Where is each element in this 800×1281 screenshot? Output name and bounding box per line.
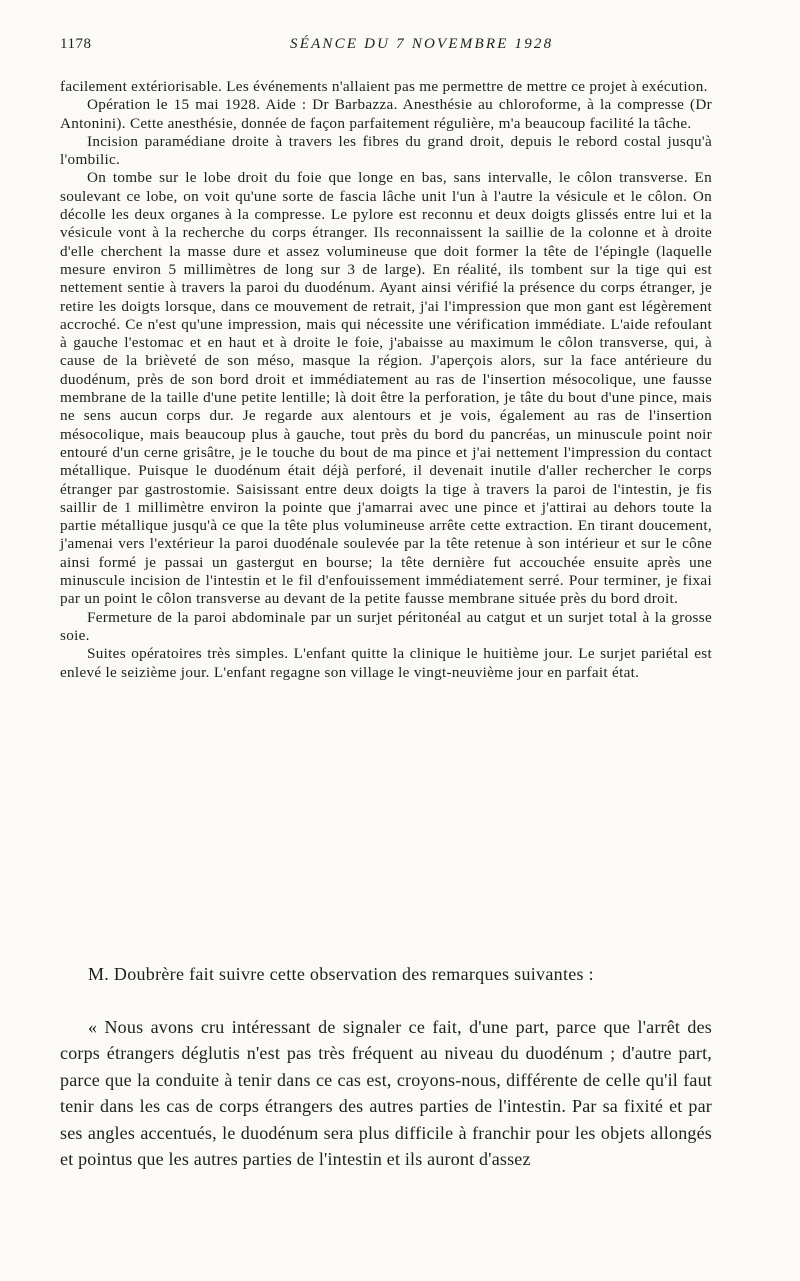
paragraph: facilement extériorisable. Les événements n'allaient pas me permettre de mettre ce projet à exécution. — [60, 78, 708, 95]
remarks-text — [60, 1014, 712, 1172]
paragraph: Fermeture de la paroi abdominale par un surjet péritonéal au catgut et un surjet total à la grosse soie. — [60, 608, 712, 644]
running-head: SÉANCE DU 7 NOVEMBRE 1928 — [290, 36, 554, 52]
paragraph: Suites opératoires très simples. L'enfant quitte la clinique le huitième jour. Le surjet pariétal est enlevé le seizième jour. L'enfant regagne son village le vingt-neuvième jour en parfait état. — [60, 645, 712, 681]
paragraph: Opération le 15 mai 1928. Aide : Dr Barbazza. Anesthésie au chloroforme, à la compresse (Dr Antonini). Cette anesthésie, donnée de façon parfaitement régulière, m'a beaucoup facilité la tâche. — [60, 96, 712, 132]
quote-paragraph: « Nous avons cru intéressant de signaler ce fait, d'une part, parce que l'arrêt des corps étrangers déglutis n'est pas très fréquent au niveau du duodénum ; d'autre part, parce que la conduite à tenir dans ce cas est, croyons-nous, différente de celle qu'il faut tenir dans les cas de corps étrangers des autres parties de l'intestin. Par sa fixité et par ses angles accentués, le duodénum sera plus difficile à franchir pour les objets allongés et pointus que les autres parties de l'intestin et ils auront d'assez — [60, 1017, 712, 1170]
section-lead: M. Doubrère fait suivre cette observation des remarques suivantes : — [88, 964, 594, 984]
page-number: 1178 — [60, 36, 92, 52]
paragraph: Incision paramédiane droite à travers les fibres du grand droit, depuis le rebord costal jusqu'à l'ombilic. — [60, 132, 712, 169]
paragraph: On tombe sur le lobe droit du foie que longe en bas, sans intervalle, le côlon transverse. En soulevant ce lobe, on voit qu'une sorte de fascia lâche unit l'un à l'autre la vésicule et le côlon. On décolle les deux organes à la compresse. Le pylore est reconnu et deux doigts glissés entre lui et la vésicule vont à la recherche du corps étranger. Ils reconnaissent la saillie de la colonne et à droite d'elle cherchent la masse dure et assez volumineuse que doit former la tête de l'épingle (laquelle mesure environ 5 millimètres de long sur 3 de large). En réalité, ils tombent sur la tige qui est nettement sentie à travers la paroi du duodénum. Ayant ainsi vérifié la présence du corps étranger, je retire les doigts lorsque, dans ce mouvement de retrait, j'ai l'impression que mon gant est légèrement accroché. Ce n'est qu'une impression, mais qui nécessite une vérification immédiate. L'aide refoulant à gauche l'estomac et en haut et à droite le foie, j'abaisse au maximum le côlon transverse, qui, à cause de la brièveté de son méso, masque la région. J'aperçois alors, sur la face antérieure du duodénum, près de son bord droit et immédiatement au ras de l'insertion mésocolique, une fausse membrane de la taille d'une petite lentille; là doit être la perforation, je tâte du bout d'une pince, mais ne sens aucun corps dur. Je regarde aux alentours et je vois, également au ras de l'insertion mésocolique, mais beaucoup plus à gauche, tout près du bord du pancréas, un minuscule point noir entouré d'un cerne grisâtre, je le touche du bout de ma pince et j'ai nettement l'impression du contact métallique. Puisque le duodénum était déjà perforé, il devenait inutile d'aller rechercher le corps étranger par gastrostomie. Saisissant entre deux doigts la tige à travers la paroi de l'intestin, je fis saillir de 1 millimètre environ la pointe que j'amarrai avec une pince et j'attirai au dehors toute la partie métallique jusqu'à ce que la tête plus volumineuse arrête cette extraction. En tirant doucement, j'amenai vers l'extérieur la paroi duodénale soulevée par la tête retenue à son intérieur et sur le cône ainsi formé je passai un gastergut en bourse; la tête dernière fut accouchée ensuite après une minuscule incision de l'intestin et le fil d'enfouissement immédiatement serré. Pour terminer, je fixai par un point le côlon transverse au devant de la petite fausse membrane située près du bord droit. — [60, 169, 712, 608]
page-header — [60, 36, 712, 58]
observation-text — [60, 78, 712, 682]
